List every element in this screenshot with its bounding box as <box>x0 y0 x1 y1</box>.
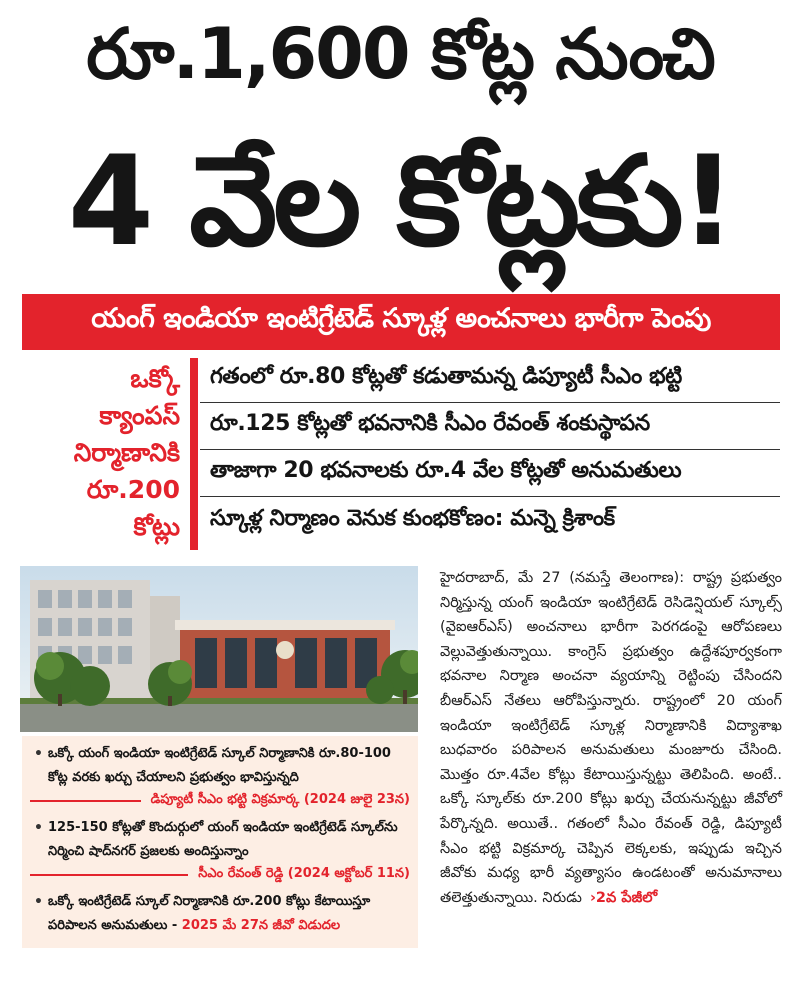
sidebox-line: ఒక్కో <box>130 364 180 393</box>
quote-text: • ఒక్కో యంగ్ ఇండియా ఇంటిగ్రేటెడ్ స్కూల్ నిర్మాణానికి రూ.80-100 కోట్ల వరకు ఖర్చు చేయాలని ప్రభుత్వం భావిస్తున్నది <box>30 742 410 790</box>
article-body <box>440 566 782 910</box>
subheadline-banner: యంగ్ ఇండియా ఇంటిగ్రేటెడ్ స్కూళ్ల అంచనాలు భారీగా పెంపు <box>22 294 780 350</box>
attribution-rule <box>30 800 141 802</box>
key-point: తాజాగా 20 భవనాలకు రూ.4 వేల కోట్లతో అనుమతులు <box>200 450 780 497</box>
sidebox-line: నిర్మాణానికి <box>73 438 180 467</box>
quote-text <box>30 890 410 938</box>
key-point: రూ.125 కోట్లతో భవనానికి సీఎం రేవంత్ శంకుస్థాపన <box>200 403 780 450</box>
quote-source: సీఎం రేవంత్ రెడ్డి (2024 అక్టోబర్ 11న) <box>198 866 410 881</box>
article-text: హైదరాబాద్, మే 27 (నమస్తే తెలంగాణ): రాష్ట్ర ప్రభుత్వం నిర్మిస్తున్న యంగ్ ఇండియా ఇంటిగ్రేటెడ్ రెసిడెన్షియల్ స్కూల్స్ (వైఐఆర్ఎస్) అంచనాలు భారీగా పెరగడంపై ఆరోపణలు వెల్లువెత్తుతున్నాయి. కాంగ్రెస్ ప్రభుత్వం ఉద్దేశపూర్వకంగా భవనాల నిర్మాణ అంచనా వ్యయాన్ని రెట్టింపు చేసిందని బీఆర్ఎస్ నేతలు ఆరోపిస్తున్నారు. రాష్ట్రంలో 20 యంగ్ ఇండియా ఇంటిగ్రేటెడ్ స్కూళ్ల నిర్మాణానికి విద్యాశాఖ బుధవారం పరిపాలన అనుమతులు మంజూరు చేసింది. మొత్తం రూ.4వేల కోట్లు కేటాయిస్తున్నట్టు తెలిపింది. అంటే.. ఒక్కో స్కూల్‌కు రూ.200 కోట్లు ఖర్చు చేయనున్నట్టు జీవోలో పేర్కొన్నది. అయితే.. గతంలో సీఎం రేవంత్ రెడ్డి, డిప్యూటీ సీఎం భట్టి విక్రమార్క చెప్పిన లెక్కలకు, ఇప్పుడు ఇచ్చిన జీవోకు మధ్య భారీ వ్యత్యాసం ఉండటంతో అనుమానాలు తలెత్తుతున్నాయి. నిరుడు <box>440 570 782 906</box>
quote-highlight: 2025 మే 27న జీవో విడుదల <box>181 918 341 933</box>
quote-attribution <box>30 866 410 884</box>
headline-line-2: 4 వేల కోట్లకు! <box>67 130 733 274</box>
school-building-illustration <box>20 566 418 732</box>
key-point: స్కూళ్ల నిర్మాణం వెనుక కుంభకోణం: మన్నె క్రిశాంక్ <box>210 505 615 531</box>
continued-page-link[interactable]: ›2వ పేజీలో <box>589 889 658 906</box>
sidebox-line: రూ.200 <box>86 475 180 504</box>
quotes-box <box>22 736 418 948</box>
sidebox-line: కోట్లు <box>133 512 180 541</box>
quote-attribution <box>30 792 410 810</box>
quote-text: • 125-150 కోట్లతో కొందుర్గులో యంగ్ ఇండియా ఇంటిగ్రేటెడ్ స్కూల్‌ను నిర్మించి షాద్‌నగర్ ప్రజలకు అందిస్తున్నాం <box>30 816 410 864</box>
sidebox-callout <box>60 360 180 550</box>
key-points-list <box>200 356 780 544</box>
quote-text-body: ఒక్కో ఇంటిగ్రేటెడ్ స్కూల్ నిర్మాణానికి రూ.200 కోట్లు కేటాయిస్తూ పరిపాలన అనుమతులు - <box>48 894 371 933</box>
sidebox-divider <box>190 358 198 550</box>
key-point: గతంలో రూ.80 కోట్లతో కడుతామన్న డిప్యూటీ సీఎం భట్టి <box>200 356 780 403</box>
attribution-rule <box>30 874 188 876</box>
headline-line-1: రూ.1,600 కోట్ల నుంచి <box>86 13 714 95</box>
sidebox-line: క్యాంపస్ <box>99 401 180 430</box>
school-building-photo <box>20 566 418 732</box>
quote-source: డిప్యూటీ సీఎం భట్టి విక్రమార్క (2024 జులై 23న) <box>150 792 410 807</box>
